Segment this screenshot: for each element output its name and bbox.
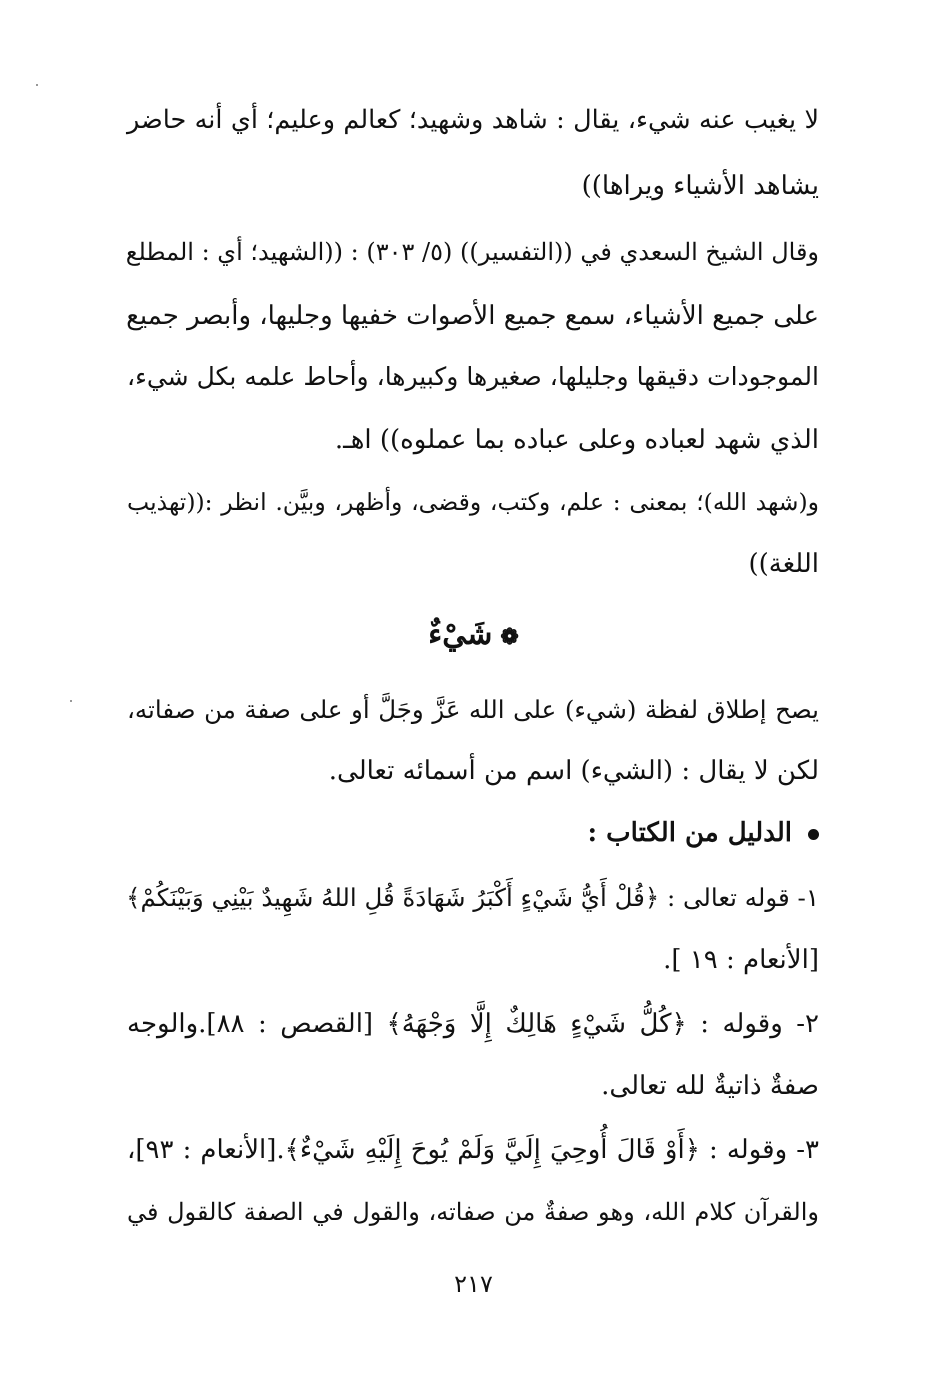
- section-heading: [0, 610, 947, 662]
- page-number: ٢١٧: [454, 1270, 493, 1298]
- evidence-heading-text: الدليل من الكتاب :: [587, 818, 792, 848]
- flower-ornament-icon: ❁: [500, 624, 519, 650]
- section-heading-title: شَيْءٌ: [428, 617, 493, 652]
- text-line: الموجودات دقيقها وجليلها، صغيرها وكبيرها، وأحاط علمه بكل شيء،: [127, 362, 819, 391]
- text-line: وقال الشيخ السعدي في ((التفسير)) (٥/ ٣٠٣) : ((الشهيد؛ أي : المطلع: [125, 238, 819, 266]
- text-line: على جميع الأشياء، سمع جميع الأصوات خفيها وجليها، وأبصر جميع: [126, 301, 819, 331]
- text-line: يشاهد الأشياء ويراها)): [581, 171, 819, 201]
- text-line: اللغة)): [748, 549, 819, 579]
- evidence-heading: [588, 811, 819, 855]
- text-line: صفةٌ ذاتيةٌ لله تعالى.: [601, 1071, 819, 1101]
- text-line: لكن لا يقال : (الشيء) اسم من أسمائه تعالى.: [328, 756, 819, 786]
- text-line: [الأنعام : ١٩ ].: [663, 945, 819, 975]
- text-line: والقرآن كلام الله، وهو صفةٌ من صفاته، والقول في الصفة كالقول في: [127, 1198, 819, 1226]
- text-line: و(شهد الله)؛ بمعنى : علم، وكتب، وقضى، وأظهر، وبيَّن. انظر :((تهذيب: [127, 488, 819, 516]
- text-line: لا يغيب عنه شيء، يقال : شاهد وشهيد؛ كعالم وعليم؛ أي أنه حاضر: [127, 105, 819, 135]
- text-line: ٢- وقوله : ﴿كُلُّ شَيْءٍ هَالِكٌ إِلَّا وَجْهَهُ﴾ [القصص : ٨٨].والوجه: [127, 1009, 819, 1039]
- text-line: يصح إطلاق لفظة (شيء) على الله عَزَّ وجَلَّ أو على صفة من صفاته،: [127, 695, 819, 724]
- text-line: ١- قوله تعالى : ﴿قُلْ أَيُّ شَيْءٍ أَكْبَرُ شَهَادَةً قُلِ اللهُ شَهِيدٌ بَيْنِي وَبَيْنَكُمْ﴾: [126, 883, 819, 912]
- text-line: ٣- وقوله : ﴿أَوْ قَالَ أُوحِيَ إِلَيَّ وَلَمْ يُوحَ إِلَيْهِ شَيْءٌ﴾.[الأنعام : ٩٣]،: [127, 1135, 819, 1165]
- scan-speck: [36, 84, 38, 86]
- bullet-icon: [808, 829, 819, 840]
- scan-speck: [70, 700, 72, 702]
- text-line: الذي شهد لعباده وعلى عباده بما عملوه)) اهـ.: [334, 425, 819, 455]
